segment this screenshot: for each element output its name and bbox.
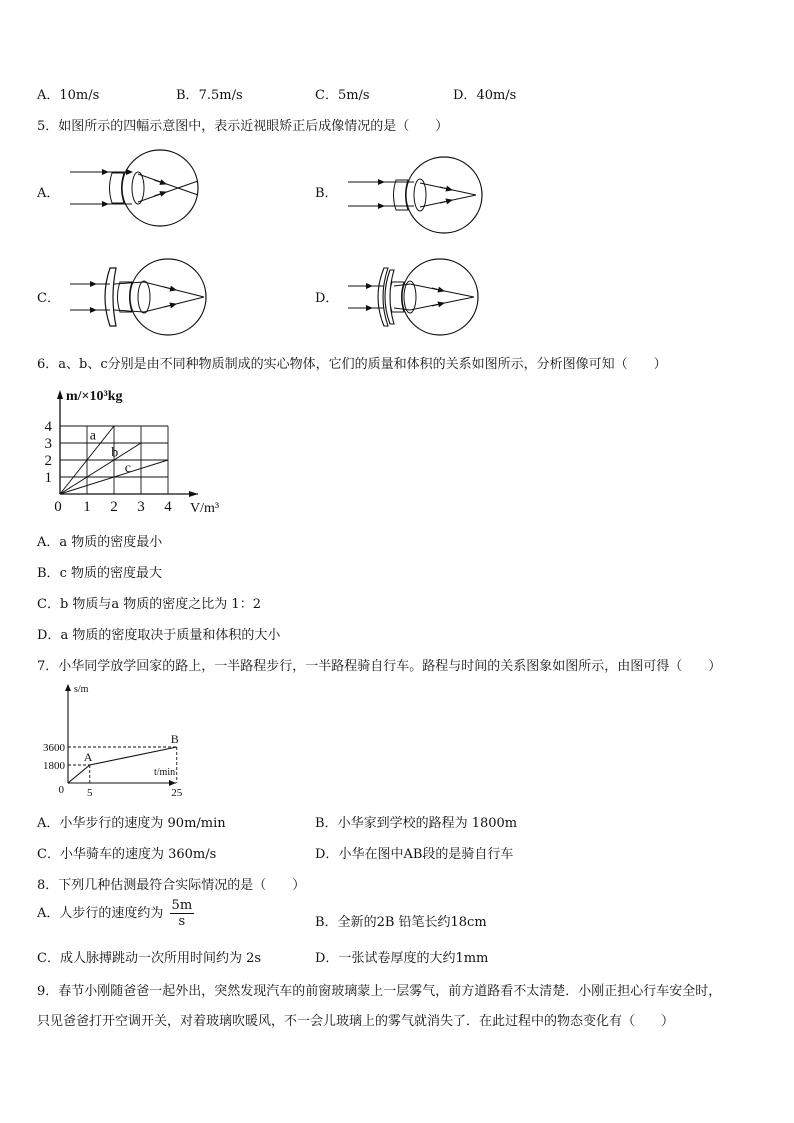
- x-tick-label: 3: [137, 499, 145, 515]
- distance-time-chart: [36, 680, 196, 802]
- q6-option-c: C．b 物质与a 物质的密度之比为 1：2: [37, 597, 261, 612]
- q6-option-a: A．a 物质的密度最小: [37, 535, 163, 550]
- q8-option-b: B．全新的2B 铅笔长约18cm: [315, 915, 487, 930]
- eye-diagram-a: [66, 148, 206, 228]
- y-axis-arrow: [65, 684, 71, 691]
- q9-stem-line1: 9．春节小刚随爸爸一起外出，突然发现汽车的前窗玻璃蒙上一层雾气，前方道路看不太清楚．小刚正担心行车安全时，: [37, 984, 722, 999]
- q4-option-b: B．7.5m/s: [176, 88, 243, 103]
- q9-stem-line2: 只见爸爸打开空调开关，对着玻璃吹暖风，不一会儿玻璃上的雾气就消失了．在此过程中的物态变化有（ ）: [37, 1014, 675, 1029]
- eye-diagram-d: [344, 256, 484, 338]
- point-label-A: A: [83, 750, 93, 764]
- x-tick-label: 0: [54, 499, 62, 515]
- y-tick-label: 2: [44, 453, 52, 469]
- series-label-a: a: [89, 428, 96, 444]
- x-tick-label: 2: [110, 499, 118, 515]
- q7-stem: 7．小华同学放学回家的路上，一半路程步行，一半路程骑自行车。路程与时间的关系图象如图所示，由图可得（ ）: [37, 659, 722, 674]
- series-label-b: b: [111, 445, 119, 461]
- x-axis-label: t/min: [154, 767, 176, 778]
- origin-label: 0: [58, 784, 64, 796]
- q4-option-a: A．10m/s: [37, 88, 100, 103]
- x-tick-label: 1: [83, 499, 91, 515]
- q6-stem: 6．a、b、c分别是由不同种物质制成的实心物体，它们的质量和体积的关系如图所示，分析图像可知（ ）: [37, 357, 667, 372]
- eye-diagram-b: [344, 154, 484, 236]
- q5-label-c: C．: [37, 291, 60, 306]
- eye-diagram-c: [66, 256, 211, 338]
- speed-fraction: $\frac{5m}{s}$: [171, 898, 193, 929]
- x-tick-label: 4: [164, 499, 172, 515]
- q6-option-d: D．a 物质的密度取决于质量和体积的大小: [37, 628, 281, 643]
- y-axis-label: s/m: [74, 684, 89, 695]
- q5-label-a: A．: [37, 186, 60, 201]
- y-axis-label: m/×10³kg: [66, 389, 123, 404]
- q5-label-b: B．: [315, 186, 338, 201]
- q7-option-c: C．小华骑车的速度为 360m/s: [37, 847, 217, 862]
- series-label-c: c: [124, 460, 132, 476]
- q7-option-a: A．小华步行的速度为 90m/min: [37, 816, 226, 831]
- q8-option-c: C．成人脉搏跳动一次所用时间约为 2s: [37, 951, 262, 966]
- y-tick-label: 1: [44, 470, 52, 486]
- y-tick-label: 3: [44, 436, 52, 452]
- q4-option-d: D．40m/s: [453, 88, 517, 103]
- x-tick-label: 25: [171, 787, 183, 799]
- q7-option-d: D．小华在图中AB段的是骑自行车: [315, 847, 514, 862]
- y-axis-arrow: [57, 390, 63, 399]
- x-tick-label: 5: [87, 787, 93, 799]
- q7-option-b: B．小华家到学校的路程为 1800m: [315, 816, 518, 831]
- x-axis-label: V/m³: [190, 501, 220, 516]
- q4-option-c: C．5m/s: [315, 88, 370, 103]
- q6-option-b: B．c 物质的密度最大: [37, 566, 162, 581]
- x-axis-arrow: [189, 491, 198, 497]
- q8-option-a: A．人步行的速度约为 $\frac{5m}{s}$: [37, 898, 193, 929]
- point-label-B: B: [170, 732, 179, 746]
- x-axis-arrow: [169, 780, 176, 786]
- q5-label-d: D．: [315, 291, 339, 306]
- q5-stem: 5．如图所示的四幅示意图中，表示近视眼矫正后成像情况的是（ ）: [37, 119, 449, 134]
- q8-option-d: D．一张试卷厚度的大约1mm: [315, 951, 489, 966]
- y-tick-label: 4: [44, 419, 52, 435]
- y-tick-label: 3600: [43, 742, 65, 754]
- y-tick-label: 1800: [43, 760, 65, 772]
- q8-stem: 8．下列几种估测最符合实际情况的是（ ）: [37, 878, 306, 893]
- mass-volume-chart: [36, 384, 246, 516]
